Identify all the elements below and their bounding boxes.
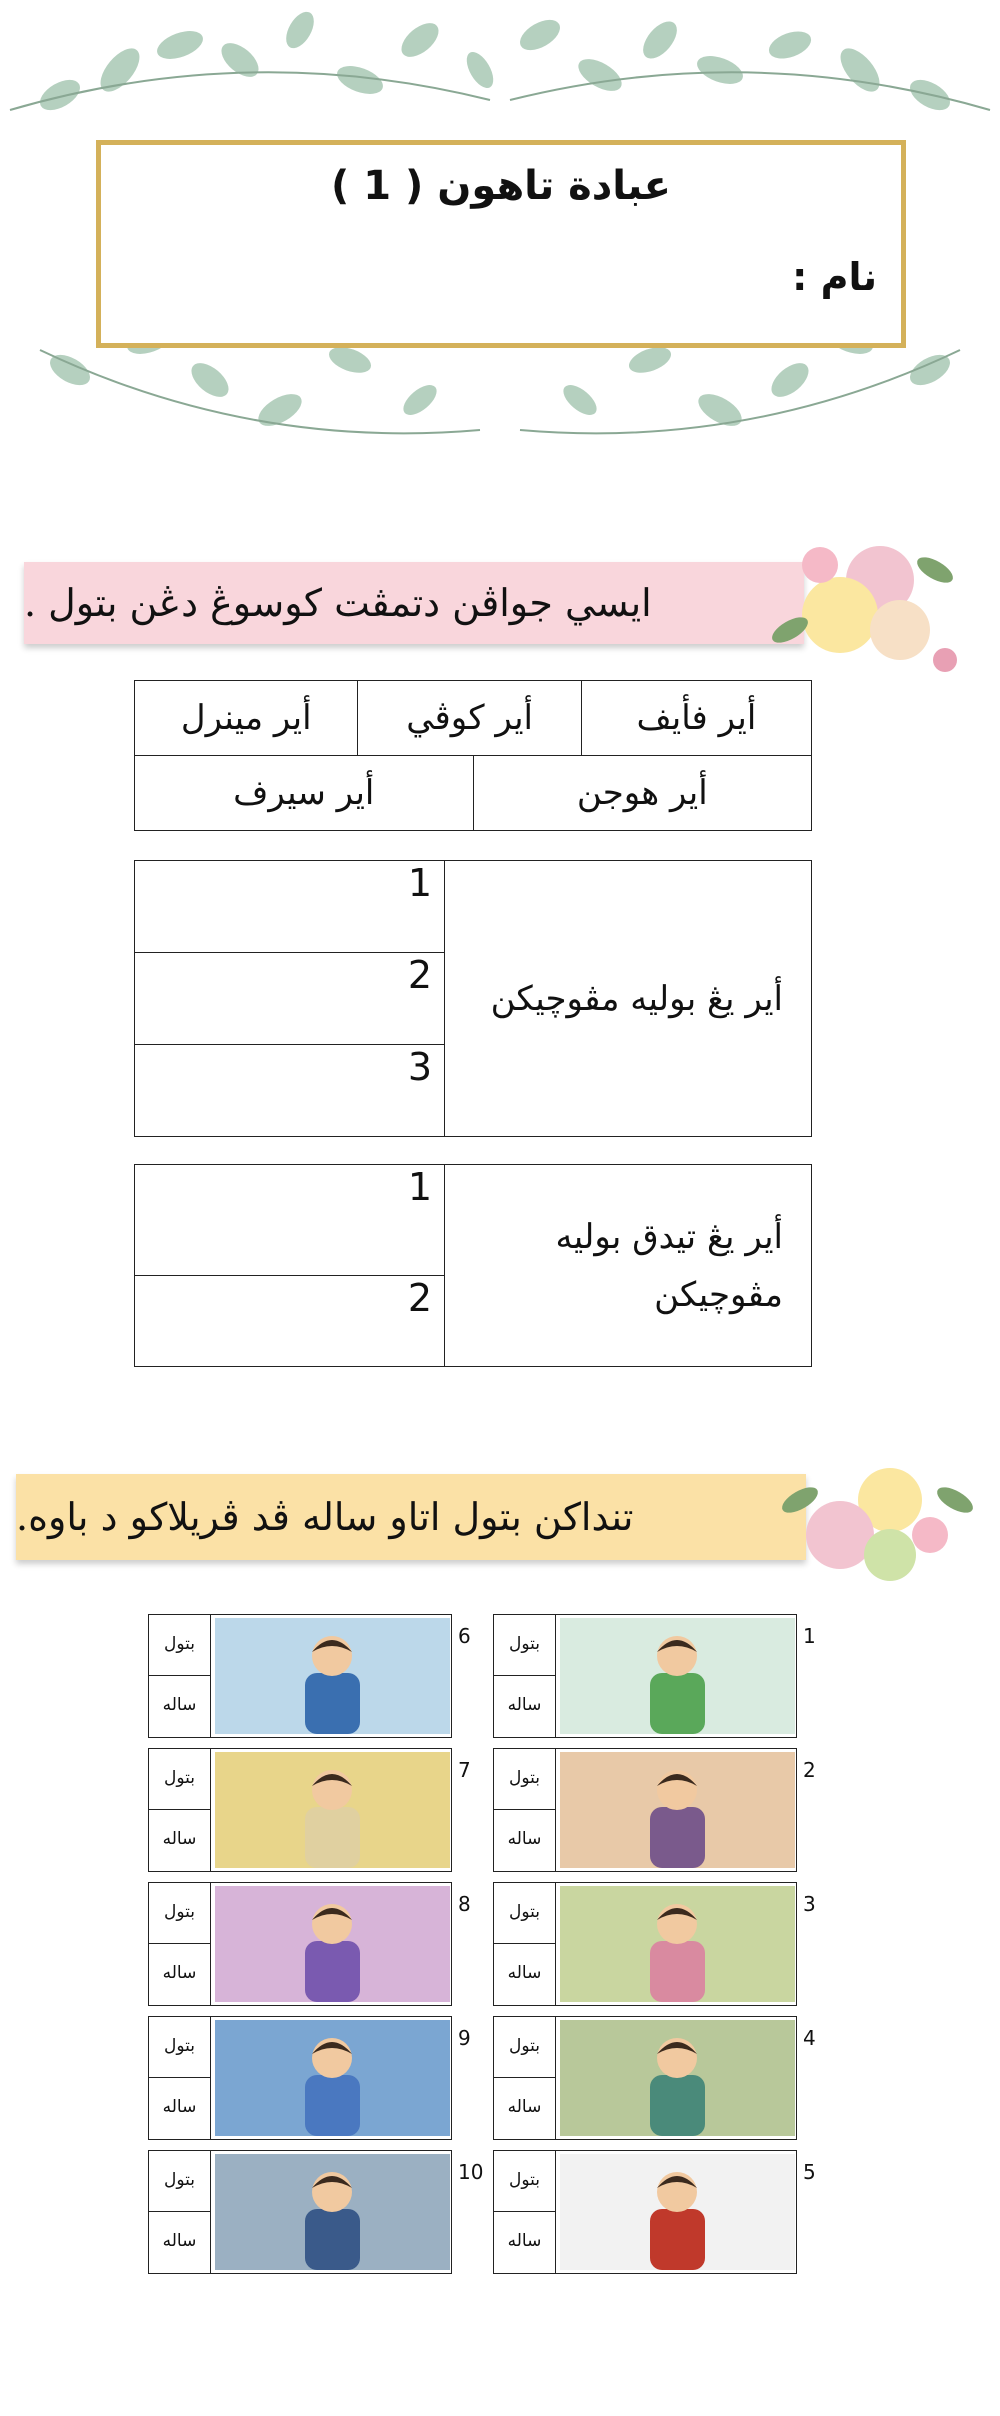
- behaviour-card: [493, 2150, 797, 2274]
- non-drinkable-label: أير يڠ تيدق بوليه مڤوچيكن: [445, 1165, 812, 1367]
- behaviour-item: [148, 1614, 471, 1738]
- water-type-cell: أير هوجن: [473, 756, 812, 831]
- boy-picking-trash-icon: [215, 2154, 450, 2270]
- item-number: 6: [458, 1624, 471, 1648]
- wrong-choice[interactable]: ساله: [494, 1944, 556, 2005]
- correct-choice[interactable]: بتول: [149, 2151, 211, 2212]
- correct-choice[interactable]: بتول: [494, 2151, 556, 2212]
- boy-washing-icon: [560, 1752, 795, 1868]
- behaviour-item: [493, 2016, 816, 2140]
- item-number: 9: [458, 2026, 471, 2050]
- behaviour-item: [493, 1882, 816, 2006]
- behaviour-item: [148, 1882, 471, 2006]
- correct-choice[interactable]: بتول: [494, 1749, 556, 1810]
- boys-praying-icon: [560, 1886, 795, 2002]
- correct-choice[interactable]: بتول: [494, 2017, 556, 2078]
- behaviour-item: [148, 1748, 471, 1872]
- water-types-table-row2: [134, 755, 812, 831]
- behaviour-card: [148, 2150, 452, 2274]
- woman-sweeping-icon: [560, 2020, 795, 2136]
- correct-choice[interactable]: بتول: [149, 2017, 211, 2078]
- behaviour-card: [493, 1748, 797, 1872]
- item-number: 8: [458, 1892, 471, 1916]
- item-number: 7: [458, 1758, 471, 1782]
- behaviour-card: [493, 2016, 797, 2140]
- woman-throwing-trash-icon: [560, 1618, 795, 1734]
- leaf-garland-top: [0, 0, 1000, 160]
- boys-sitting-icon: [215, 1886, 450, 2002]
- behaviour-card: [493, 1614, 797, 1738]
- correct-choice[interactable]: بتول: [494, 1615, 556, 1676]
- behaviour-item: [148, 2016, 471, 2140]
- water-type-cell: أير سيرف: [135, 756, 474, 831]
- water-type-cell: أير كوڤي: [358, 681, 581, 756]
- title-frame: [96, 140, 906, 348]
- wrong-choice[interactable]: ساله: [494, 2212, 556, 2273]
- behaviour-item: [493, 1748, 816, 1872]
- section2-instruction: تنداكن بتول اتاو ساله ڤد ڤريلاكو د باوه.: [16, 1495, 634, 1539]
- item-number: 5: [803, 2160, 816, 2184]
- wrong-choice[interactable]: ساله: [149, 2078, 211, 2139]
- worksheet-title: عبادة تاهون ( 1 ): [331, 163, 671, 209]
- drinkable-water-table: [134, 860, 812, 1137]
- boy-in-car-icon: [215, 1752, 450, 1868]
- name-label: نام :: [792, 255, 877, 299]
- behaviour-card: [148, 1882, 452, 2006]
- behaviour-card: [148, 1748, 452, 1872]
- wrong-choice[interactable]: ساله: [149, 2212, 211, 2273]
- correct-choice[interactable]: بتول: [149, 1883, 211, 1944]
- water-type-cell: أير فأيف: [581, 681, 811, 756]
- answer-slot-2[interactable]: 2: [135, 953, 445, 1045]
- water-types-table: [134, 680, 812, 756]
- wrong-choice[interactable]: ساله: [149, 1810, 211, 1871]
- correct-choice[interactable]: بتول: [494, 1883, 556, 1944]
- wrong-choice[interactable]: ساله: [494, 2078, 556, 2139]
- answer-slot-1[interactable]: 1: [135, 861, 445, 953]
- item-number: 4: [803, 2026, 816, 2050]
- wrong-choice[interactable]: ساله: [149, 1676, 211, 1737]
- boy-littering-icon: [215, 1618, 450, 1734]
- wrong-choice[interactable]: ساله: [494, 1810, 556, 1871]
- correct-choice[interactable]: بتول: [149, 1615, 211, 1676]
- wrong-choice[interactable]: ساله: [149, 1944, 211, 2005]
- non-drinkable-water-table: [134, 1164, 812, 1367]
- behaviour-item: [148, 2150, 484, 2274]
- answer-slot-2[interactable]: 2: [135, 1276, 445, 1367]
- behaviour-card: [493, 1882, 797, 2006]
- correct-choice[interactable]: بتول: [149, 1749, 211, 1810]
- item-number: 2: [803, 1758, 816, 1782]
- boy-kicking-cat-icon: [215, 2020, 450, 2136]
- behaviour-card: [148, 1614, 452, 1738]
- water-type-cell: أير مينرل: [135, 681, 358, 756]
- behaviour-card: [148, 2016, 452, 2140]
- wrong-choice[interactable]: ساله: [494, 1676, 556, 1737]
- behaviour-item: [493, 2150, 816, 2274]
- drinkable-label: أير يڠ بوليه مڤوچيكن: [445, 861, 812, 1137]
- item-number: 1: [803, 1624, 816, 1648]
- behaviour-item: [493, 1614, 816, 1738]
- section1-instruction-banner: [24, 562, 804, 644]
- answer-slot-3[interactable]: 3: [135, 1045, 445, 1137]
- section1-instruction: ايسي جواڤن دتمڤت كوسوڠ دڠن بتول .: [24, 581, 652, 625]
- answer-slot-1[interactable]: 1: [135, 1165, 445, 1276]
- flower-bouquet-icon: [770, 1440, 980, 1610]
- item-number: 3: [803, 1892, 816, 1916]
- item-number: 10: [458, 2160, 484, 2184]
- flower-bouquet-icon: [760, 510, 980, 690]
- section2-instruction-banner: [16, 1474, 806, 1560]
- boy-reading-icon: [560, 2154, 795, 2270]
